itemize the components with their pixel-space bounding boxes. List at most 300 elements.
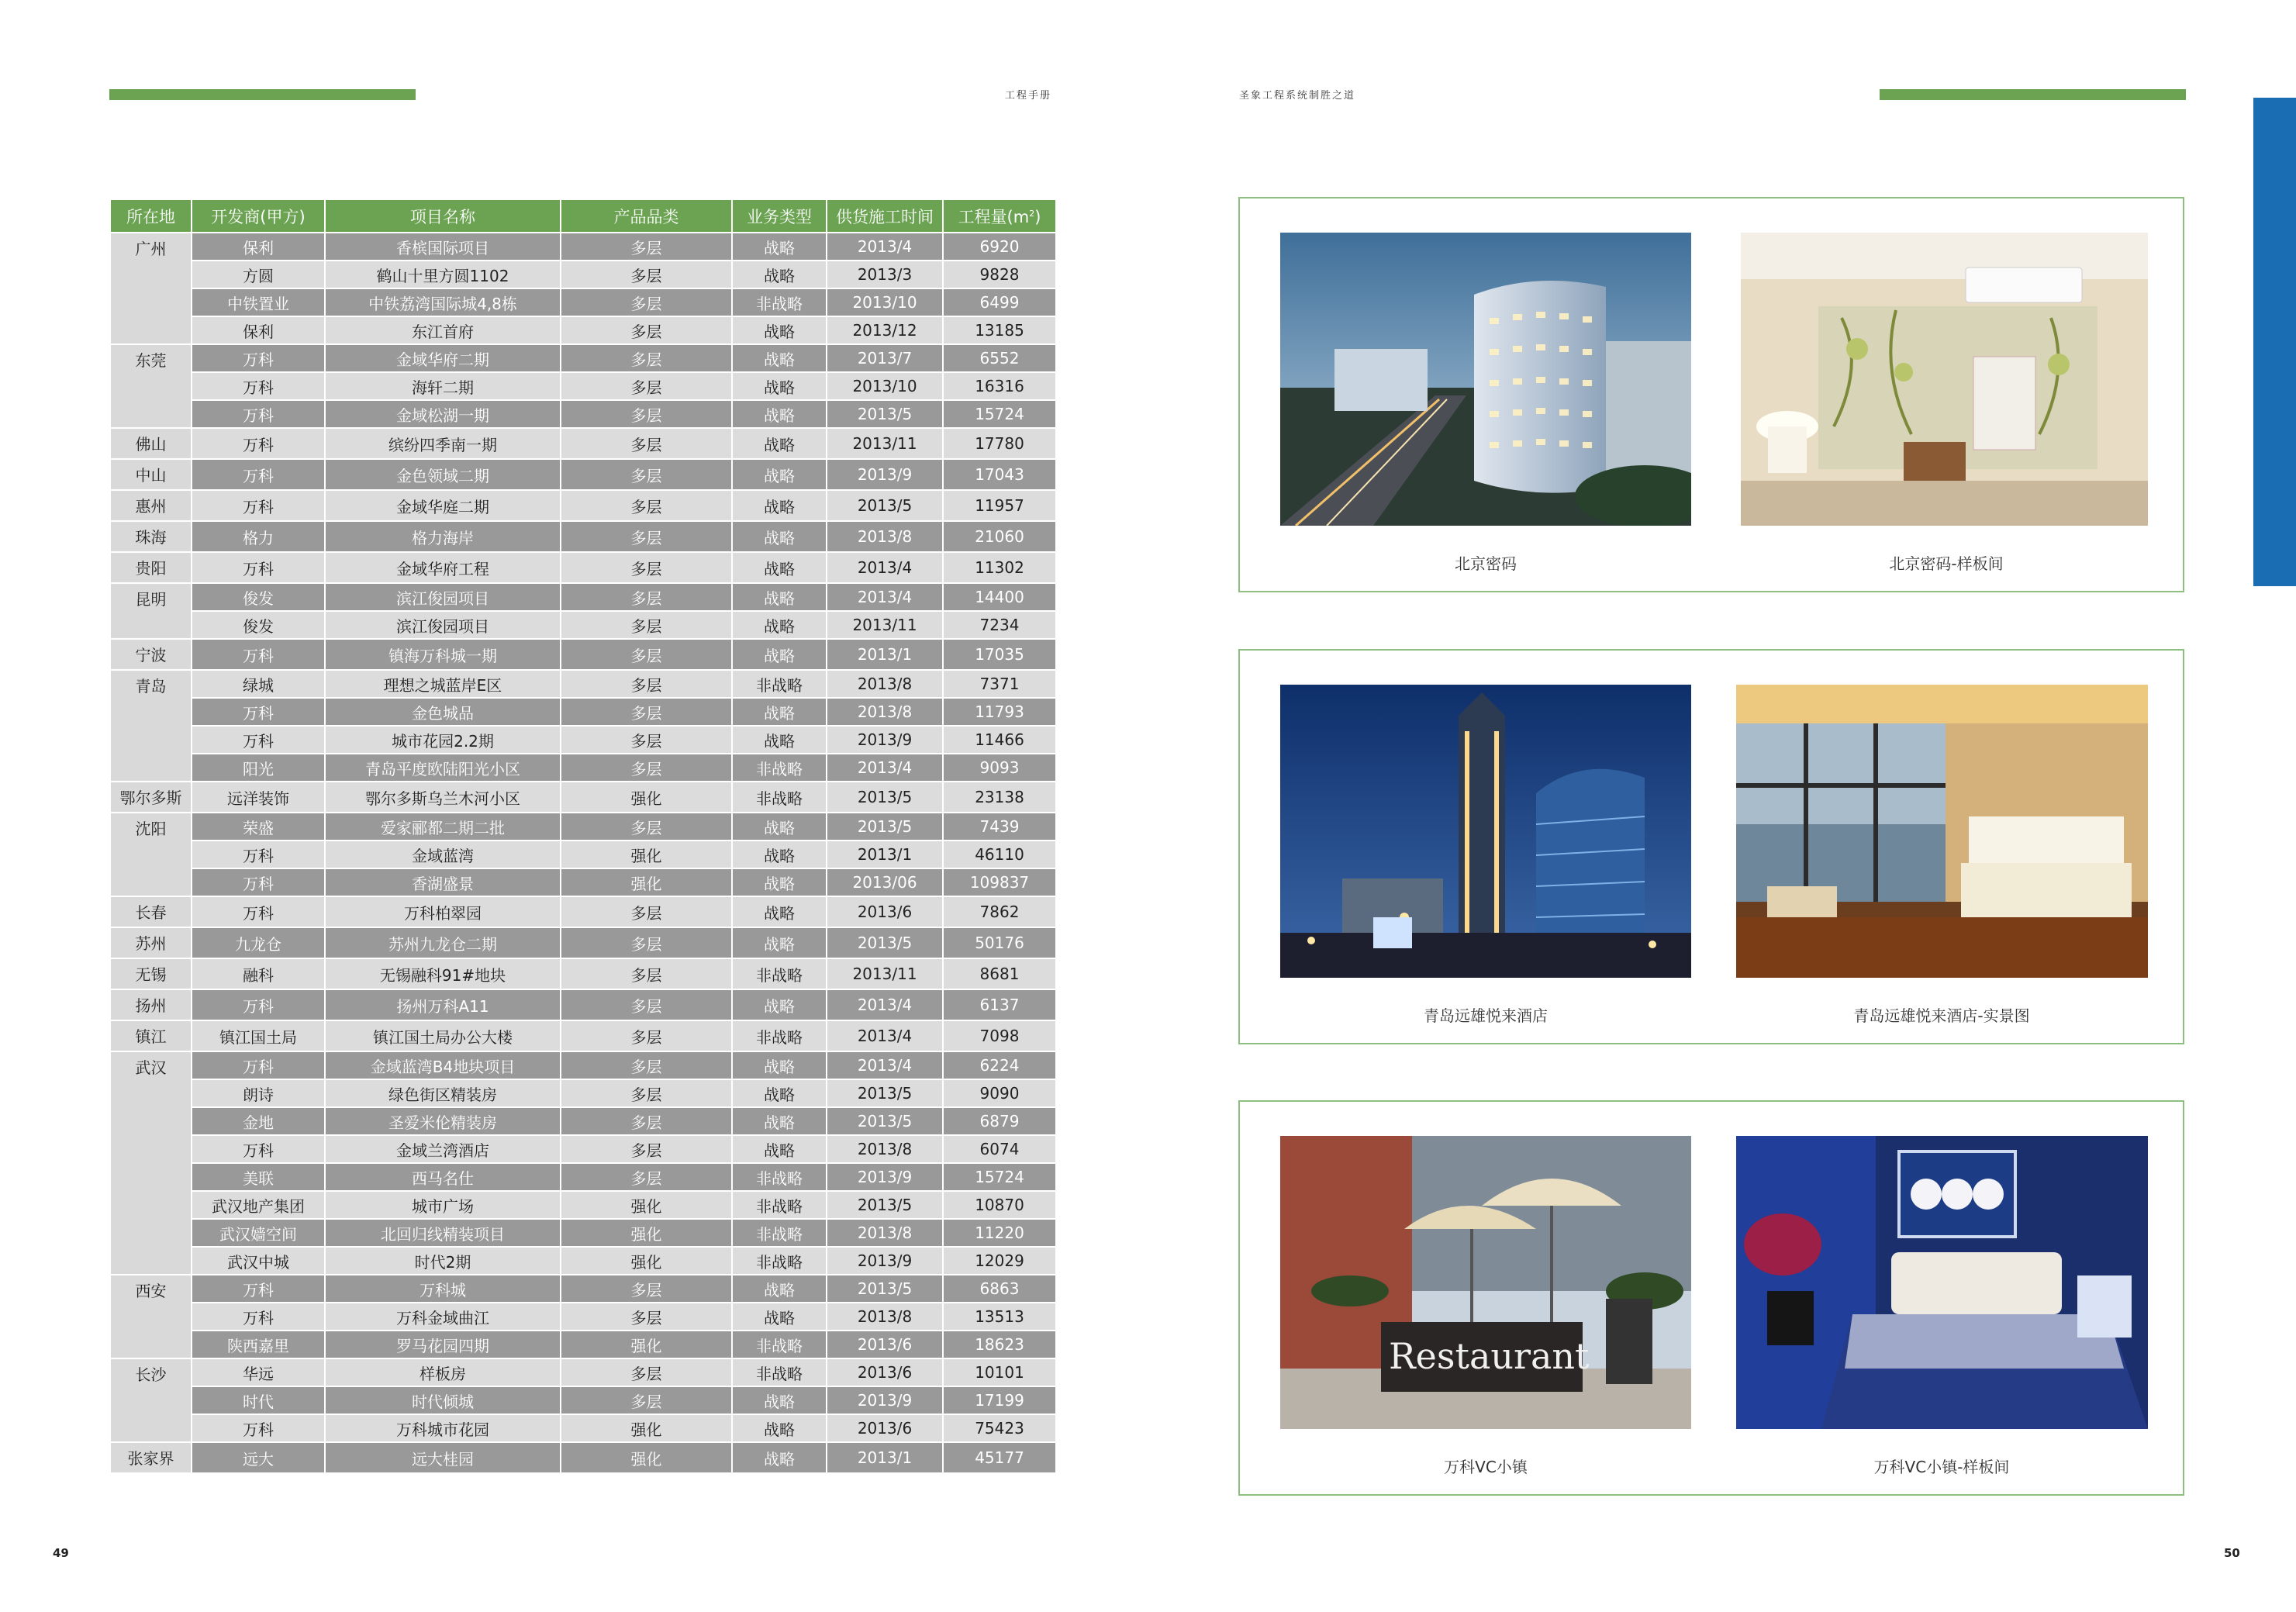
location-cell: 长春	[110, 896, 192, 927]
table-row	[110, 1079, 1056, 1107]
developer-cell: 朗诗	[192, 1079, 325, 1107]
project-cell: 缤纷四季南一期	[325, 428, 561, 459]
date-cell: 2013/8	[827, 1219, 943, 1247]
product-cell: 多层	[561, 813, 732, 841]
business-type-cell: 战略	[732, 459, 827, 490]
business-type-cell: 战略	[732, 698, 827, 726]
developer-cell: 万科	[192, 490, 325, 521]
date-cell: 2013/4	[827, 1020, 943, 1051]
location-cell: 佛山	[110, 428, 192, 459]
table-row	[110, 1358, 1056, 1386]
business-type-cell: 非战略	[732, 1163, 827, 1191]
date-cell: 2013/5	[827, 1079, 943, 1107]
location-cell: 鄂尔多斯	[110, 782, 192, 813]
area-cell: 11957	[943, 490, 1056, 521]
project-cell: 爱家郦都二期二批	[325, 813, 561, 841]
col-header-product: 产品品类	[561, 199, 732, 233]
area-cell: 14400	[943, 583, 1056, 611]
area-cell: 16316	[943, 372, 1056, 400]
area-cell: 12029	[943, 1247, 1056, 1275]
table-row	[110, 670, 1056, 698]
date-cell: 2013/9	[827, 726, 943, 754]
project-cell: 万科城	[325, 1275, 561, 1303]
business-type-cell: 战略	[732, 261, 827, 288]
date-cell: 2013/5	[827, 1191, 943, 1219]
business-type-cell: 非战略	[732, 1247, 827, 1275]
project-cell: 金色领域二期	[325, 459, 561, 490]
date-cell: 2013/5	[827, 813, 943, 841]
business-type-cell: 非战略	[732, 1020, 827, 1051]
business-type-cell: 战略	[732, 428, 827, 459]
page-number-right: 50	[2224, 1546, 2240, 1560]
product-cell: 多层	[561, 1386, 732, 1414]
project-cell: 青岛平度欧陆阳光小区	[325, 754, 561, 782]
table-row	[110, 989, 1056, 1020]
location-cell: 长沙	[110, 1358, 192, 1442]
area-cell: 18623	[943, 1331, 1056, 1358]
project-cell: 罗马花园四期	[325, 1331, 561, 1358]
project-cell: 滨江俊园项目	[325, 611, 561, 639]
table-row	[110, 1247, 1056, 1275]
date-cell: 2013/1	[827, 841, 943, 868]
product-cell: 多层	[561, 1107, 732, 1135]
business-type-cell: 非战略	[732, 1331, 827, 1358]
location-cell: 武汉	[110, 1051, 192, 1275]
date-cell: 2013/4	[827, 989, 943, 1020]
business-type-cell: 战略	[732, 927, 827, 958]
location-cell: 无锡	[110, 958, 192, 989]
developer-cell: 万科	[192, 459, 325, 490]
developer-cell: 格力	[192, 521, 325, 552]
business-type-cell: 战略	[732, 841, 827, 868]
product-cell: 多层	[561, 670, 732, 698]
photo-qingdao-room	[1736, 685, 2148, 978]
table-row	[110, 552, 1056, 583]
table-row	[110, 1331, 1056, 1358]
area-cell: 6224	[943, 1051, 1056, 1079]
location-cell: 东莞	[110, 344, 192, 428]
table-row	[110, 841, 1056, 868]
date-cell: 2013/5	[827, 490, 943, 521]
col-header-area	[943, 199, 1056, 233]
area-cell: 6552	[943, 344, 1056, 372]
photo-beijing-sample-room	[1741, 233, 2148, 526]
developer-cell: 时代	[192, 1386, 325, 1414]
developer-cell: 万科	[192, 841, 325, 868]
project-cell: 滨江俊园项目	[325, 583, 561, 611]
area-cell: 7098	[943, 1020, 1056, 1051]
area-cell: 15724	[943, 400, 1056, 428]
table-row	[110, 344, 1056, 372]
project-cell: 金域华府二期	[325, 344, 561, 372]
table-row	[110, 1219, 1056, 1247]
area-cell: 13513	[943, 1303, 1056, 1331]
photo-vanke-restaurant	[1280, 1136, 1691, 1429]
date-cell: 2013/5	[827, 1107, 943, 1135]
location-cell: 珠海	[110, 521, 192, 552]
date-cell: 2013/4	[827, 1051, 943, 1079]
business-type-cell: 战略	[732, 344, 827, 372]
table-row	[110, 1020, 1056, 1051]
table-row	[110, 428, 1056, 459]
project-cell: 东江首府	[325, 316, 561, 344]
photo-qingdao-hotel	[1280, 685, 1691, 978]
date-cell: 2013/4	[827, 754, 943, 782]
date-cell: 2013/4	[827, 583, 943, 611]
business-type-cell: 战略	[732, 1303, 827, 1331]
business-type-cell: 战略	[732, 726, 827, 754]
location-cell: 沈阳	[110, 813, 192, 896]
product-cell: 强化	[561, 1219, 732, 1247]
project-cell: 镇江国土局办公大楼	[325, 1020, 561, 1051]
header-title-right: 圣象工程系统制胜之道	[1239, 90, 1356, 102]
developer-cell: 美联	[192, 1163, 325, 1191]
project-cell: 万科金域曲江	[325, 1303, 561, 1331]
table-row	[110, 868, 1056, 896]
product-cell: 多层	[561, 400, 732, 428]
date-cell: 2013/7	[827, 344, 943, 372]
project-cell: 金域松湖一期	[325, 400, 561, 428]
business-type-cell: 战略	[732, 639, 827, 670]
date-cell: 2013/9	[827, 1386, 943, 1414]
date-cell: 2013/06	[827, 868, 943, 896]
project-cell: 理想之城蓝岸E区	[325, 670, 561, 698]
business-type-cell: 战略	[732, 372, 827, 400]
location-cell: 镇江	[110, 1020, 192, 1051]
location-cell: 青岛	[110, 670, 192, 782]
product-cell: 强化	[561, 841, 732, 868]
product-cell: 多层	[561, 233, 732, 261]
caption-beijing-sample: 北京密码-样板间	[1889, 554, 2004, 573]
developer-cell: 万科	[192, 1135, 325, 1163]
project-cell: 金域蓝湾	[325, 841, 561, 868]
area-cell: 13185	[943, 316, 1056, 344]
product-cell: 多层	[561, 1275, 732, 1303]
project-cell: 镇海万科城一期	[325, 639, 561, 670]
developer-cell: 华远	[192, 1358, 325, 1386]
product-cell: 强化	[561, 782, 732, 813]
product-cell: 多层	[561, 927, 732, 958]
developer-cell: 保利	[192, 316, 325, 344]
header-bar-left	[109, 89, 416, 100]
project-cell: 海轩二期	[325, 372, 561, 400]
product-cell: 多层	[561, 316, 732, 344]
product-cell: 多层	[561, 1079, 732, 1107]
location-cell: 广州	[110, 233, 192, 344]
location-cell: 中山	[110, 459, 192, 490]
project-table	[109, 198, 1057, 1474]
table-row	[110, 459, 1056, 490]
business-type-cell: 战略	[732, 896, 827, 927]
developer-cell: 俊发	[192, 611, 325, 639]
product-cell: 强化	[561, 868, 732, 896]
date-cell: 2013/5	[827, 927, 943, 958]
area-cell: 9090	[943, 1079, 1056, 1107]
developer-cell: 融科	[192, 958, 325, 989]
area-cell: 6863	[943, 1275, 1056, 1303]
project-cell: 香槟国际项目	[325, 233, 561, 261]
business-type-cell: 非战略	[732, 1191, 827, 1219]
side-tab	[2253, 98, 2296, 586]
product-cell: 多层	[561, 490, 732, 521]
table-header-row	[110, 199, 1056, 233]
table-row	[110, 400, 1056, 428]
project-cell: 城市花园2.2期	[325, 726, 561, 754]
caption-vanke: 万科VC小镇	[1444, 1458, 1528, 1476]
area-cell: 17780	[943, 428, 1056, 459]
header-bar-right	[1880, 89, 2186, 100]
photo-beijing-building	[1280, 233, 1691, 526]
product-cell: 多层	[561, 958, 732, 989]
product-cell: 多层	[561, 639, 732, 670]
photo-box-1	[1238, 197, 2184, 592]
location-cell: 昆明	[110, 583, 192, 639]
date-cell: 2013/8	[827, 1303, 943, 1331]
table-row	[110, 1275, 1056, 1303]
table-row	[110, 288, 1056, 316]
table-row	[110, 316, 1056, 344]
developer-cell: 武汉中城	[192, 1247, 325, 1275]
business-type-cell: 非战略	[732, 1219, 827, 1247]
table-row	[110, 1442, 1056, 1473]
table-row	[110, 958, 1056, 989]
date-cell: 2013/5	[827, 400, 943, 428]
business-type-cell: 非战略	[732, 288, 827, 316]
project-cell: 格力海岸	[325, 521, 561, 552]
project-cell: 时代2期	[325, 1247, 561, 1275]
table-row	[110, 782, 1056, 813]
area-header-close: )	[1034, 207, 1041, 226]
caption-vanke-sample: 万科VC小镇-样板间	[1873, 1458, 2010, 1476]
area-cell: 11220	[943, 1219, 1056, 1247]
developer-cell: 荣盛	[192, 813, 325, 841]
business-type-cell: 战略	[732, 521, 827, 552]
developer-cell: 万科	[192, 372, 325, 400]
product-cell: 强化	[561, 1442, 732, 1473]
area-cell: 15724	[943, 1163, 1056, 1191]
photo-box-3	[1238, 1100, 2184, 1496]
business-type-cell: 战略	[732, 1414, 827, 1442]
product-cell: 多层	[561, 1020, 732, 1051]
product-cell: 多层	[561, 521, 732, 552]
product-cell: 多层	[561, 288, 732, 316]
developer-cell: 九龙仓	[192, 927, 325, 958]
date-cell: 2013/9	[827, 1247, 943, 1275]
area-cell: 109837	[943, 868, 1056, 896]
table-body	[110, 233, 1056, 1473]
location-cell: 宁波	[110, 639, 192, 670]
project-cell: 样板房	[325, 1358, 561, 1386]
business-type-cell: 战略	[732, 1107, 827, 1135]
product-cell: 多层	[561, 754, 732, 782]
product-cell: 多层	[561, 1051, 732, 1079]
date-cell: 2013/8	[827, 698, 943, 726]
date-cell: 2013/3	[827, 261, 943, 288]
product-cell: 多层	[561, 344, 732, 372]
business-type-cell: 战略	[732, 1135, 827, 1163]
product-cell: 多层	[561, 1303, 732, 1331]
product-cell: 强化	[561, 1331, 732, 1358]
product-cell: 多层	[561, 552, 732, 583]
business-type-cell: 非战略	[732, 782, 827, 813]
project-cell: 香湖盛景	[325, 868, 561, 896]
area-cell: 7234	[943, 611, 1056, 639]
product-cell: 多层	[561, 428, 732, 459]
business-type-cell: 战略	[732, 989, 827, 1020]
area-cell: 17043	[943, 459, 1056, 490]
area-unit-sup: 2	[1029, 208, 1035, 219]
business-type-cell: 战略	[732, 490, 827, 521]
table-row	[110, 233, 1056, 261]
header-title-left: 工程手册	[1005, 90, 1052, 102]
area-cell: 11466	[943, 726, 1056, 754]
table-row	[110, 1414, 1056, 1442]
date-cell: 2013/6	[827, 1358, 943, 1386]
table-row	[110, 698, 1056, 726]
product-cell: 强化	[561, 1414, 732, 1442]
developer-cell: 阳光	[192, 754, 325, 782]
col-header-project: 项目名称	[325, 199, 561, 233]
date-cell: 2013/11	[827, 428, 943, 459]
business-type-cell: 战略	[732, 233, 827, 261]
area-cell: 50176	[943, 927, 1056, 958]
area-cell: 17035	[943, 639, 1056, 670]
area-cell: 10101	[943, 1358, 1056, 1386]
table-row	[110, 726, 1056, 754]
product-cell: 强化	[561, 1191, 732, 1219]
project-cell: 万科柏翠园	[325, 896, 561, 927]
developer-cell: 万科	[192, 726, 325, 754]
date-cell: 2013/8	[827, 670, 943, 698]
date-cell: 2013/6	[827, 896, 943, 927]
table-row	[110, 1135, 1056, 1163]
project-cell: 中铁荔湾国际城4,8栋	[325, 288, 561, 316]
table-row	[110, 813, 1056, 841]
location-cell: 贵阳	[110, 552, 192, 583]
business-type-cell: 战略	[732, 1386, 827, 1414]
business-type-cell: 战略	[732, 583, 827, 611]
table-row	[110, 1386, 1056, 1414]
area-cell: 6137	[943, 989, 1056, 1020]
photo-box-2	[1238, 649, 2184, 1044]
product-cell: 多层	[561, 726, 732, 754]
col-header-developer: 开发商(甲方)	[192, 199, 325, 233]
developer-cell: 万科	[192, 989, 325, 1020]
developer-cell: 万科	[192, 552, 325, 583]
date-cell: 2013/5	[827, 1275, 943, 1303]
product-cell: 多层	[561, 372, 732, 400]
area-cell: 6499	[943, 288, 1056, 316]
business-type-cell: 非战略	[732, 754, 827, 782]
area-cell: 6074	[943, 1135, 1056, 1163]
developer-cell: 万科	[192, 698, 325, 726]
restaurant-sign-text: Restaurant	[1389, 1335, 1590, 1377]
project-cell: 无锡融科91#地块	[325, 958, 561, 989]
developer-cell: 绿城	[192, 670, 325, 698]
area-header-text: 工程量(m	[958, 207, 1030, 226]
developer-cell: 方圆	[192, 261, 325, 288]
product-cell: 多层	[561, 896, 732, 927]
area-cell: 75423	[943, 1414, 1056, 1442]
area-cell: 10870	[943, 1191, 1056, 1219]
date-cell: 2013/9	[827, 459, 943, 490]
area-cell: 7371	[943, 670, 1056, 698]
developer-cell: 中铁置业	[192, 288, 325, 316]
product-cell: 多层	[561, 261, 732, 288]
date-cell: 2013/9	[827, 1163, 943, 1191]
caption-qingdao: 青岛远雄悦来酒店	[1424, 1006, 1548, 1025]
developer-cell: 万科	[192, 1303, 325, 1331]
developer-cell: 金地	[192, 1107, 325, 1135]
business-type-cell: 战略	[732, 552, 827, 583]
table-row	[110, 639, 1056, 670]
area-cell: 46110	[943, 841, 1056, 868]
product-cell: 多层	[561, 459, 732, 490]
area-cell: 23138	[943, 782, 1056, 813]
date-cell: 2013/10	[827, 372, 943, 400]
business-type-cell: 非战略	[732, 1358, 827, 1386]
location-cell: 苏州	[110, 927, 192, 958]
product-cell: 多层	[561, 583, 732, 611]
business-type-cell: 非战略	[732, 670, 827, 698]
col-header-date: 供货施工时间	[827, 199, 943, 233]
business-type-cell: 战略	[732, 1442, 827, 1473]
developer-cell: 镇江国土局	[192, 1020, 325, 1051]
table-row	[110, 1303, 1056, 1331]
date-cell: 2013/11	[827, 958, 943, 989]
developer-cell: 万科	[192, 400, 325, 428]
date-cell: 2013/6	[827, 1331, 943, 1358]
area-cell: 11793	[943, 698, 1056, 726]
project-cell: 金域华庭二期	[325, 490, 561, 521]
area-cell: 21060	[943, 521, 1056, 552]
table-row	[110, 261, 1056, 288]
location-cell: 张家界	[110, 1442, 192, 1473]
area-cell: 9093	[943, 754, 1056, 782]
date-cell: 2013/8	[827, 521, 943, 552]
project-cell: 万科城市花园	[325, 1414, 561, 1442]
page-number-left: 49	[53, 1546, 69, 1560]
date-cell: 2013/4	[827, 552, 943, 583]
business-type-cell: 战略	[732, 813, 827, 841]
developer-cell: 保利	[192, 233, 325, 261]
project-cell: 金域兰湾酒店	[325, 1135, 561, 1163]
product-cell: 多层	[561, 989, 732, 1020]
date-cell: 2013/11	[827, 611, 943, 639]
date-cell: 2013/4	[827, 233, 943, 261]
area-cell: 17199	[943, 1386, 1056, 1414]
developer-cell: 武汉嫱空间	[192, 1219, 325, 1247]
business-type-cell: 非战略	[732, 958, 827, 989]
product-cell: 强化	[561, 1247, 732, 1275]
area-cell: 7862	[943, 896, 1056, 927]
photo-vanke-sample-room	[1736, 1136, 2148, 1429]
col-header-location: 所在地	[110, 199, 192, 233]
date-cell: 2013/12	[827, 316, 943, 344]
business-type-cell: 战略	[732, 1051, 827, 1079]
project-cell: 鹤山十里方圆1102	[325, 261, 561, 288]
area-cell: 9828	[943, 261, 1056, 288]
location-cell: 西安	[110, 1275, 192, 1358]
date-cell: 2013/10	[827, 288, 943, 316]
location-cell: 扬州	[110, 989, 192, 1020]
developer-cell: 万科	[192, 868, 325, 896]
date-cell: 2013/6	[827, 1414, 943, 1442]
area-cell: 8681	[943, 958, 1056, 989]
table-row	[110, 1107, 1056, 1135]
table-row	[110, 372, 1056, 400]
business-type-cell: 战略	[732, 868, 827, 896]
